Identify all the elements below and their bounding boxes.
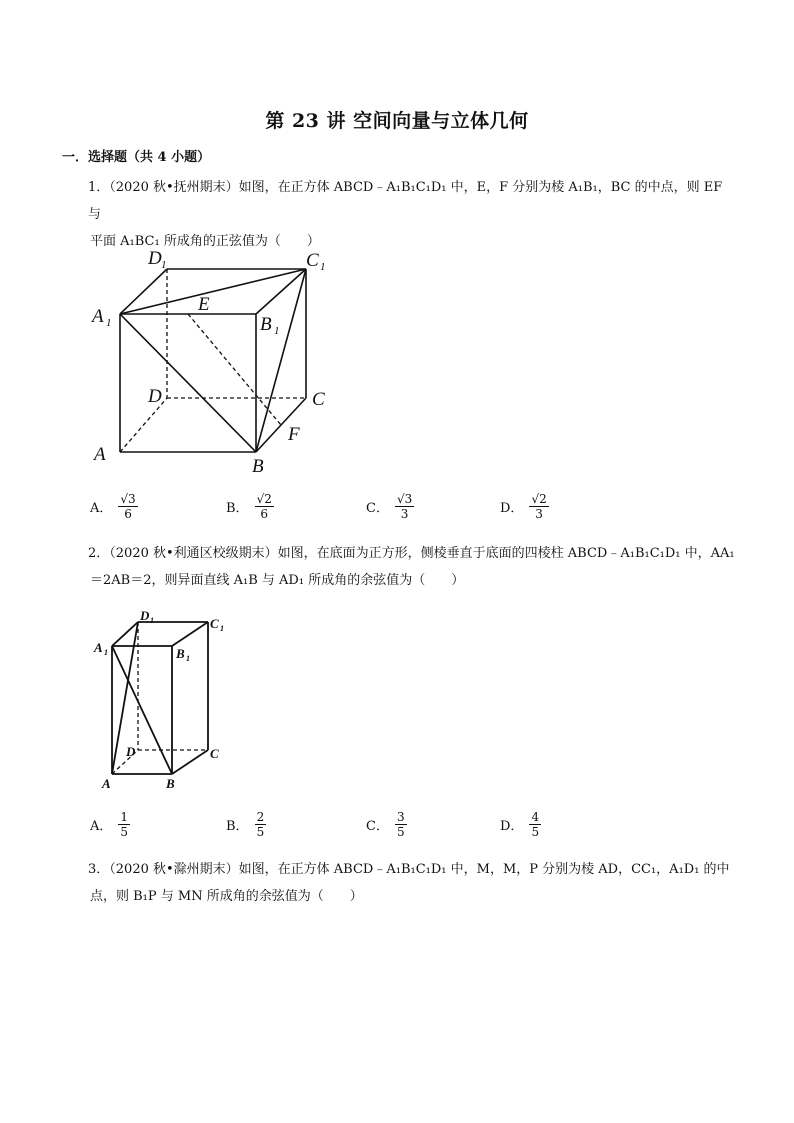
label-c: C <box>312 389 325 410</box>
label-a: A <box>102 776 111 791</box>
option-denominator: 5 <box>120 825 129 839</box>
question-2-line-2: ＝2AB＝2，则异面直线 A₁B 与 AD₁ 所成角的余弦值为（ ） <box>90 573 465 588</box>
option-denominator: 6 <box>124 507 132 521</box>
option-letter: C． <box>366 819 389 834</box>
q2-option-c[interactable] <box>366 810 407 839</box>
figure-prism-2 <box>90 608 240 802</box>
label-c1-sub: 1 <box>320 261 326 273</box>
label-c: C <box>210 746 219 761</box>
question-3 <box>88 856 738 910</box>
label-d1: D <box>148 248 162 269</box>
question-1-line-2: 平面 A₁BC₁ 所成角的正弦值为（ ） <box>90 234 320 249</box>
option-denominator: 6 <box>260 507 269 521</box>
question-2 <box>88 540 738 594</box>
label-c1-sub: 1 <box>220 624 224 633</box>
label-a1: A <box>92 306 104 327</box>
question-1-line-1: 1．（2020 秋•抚州期末）如图，在正方体 ABCD﹣A₁B₁C₁D₁ 中，E，F 分别为棱 A₁B₁，BC 的中点，则 EF 与 <box>88 180 723 222</box>
q2-option-d[interactable] <box>500 810 541 839</box>
option-numerator: √2 <box>256 492 272 506</box>
q2-option-b[interactable] <box>226 810 266 839</box>
label-b1: B <box>176 646 185 661</box>
label-d1: D <box>140 608 150 623</box>
page-title: 第 23 讲 空间向量与立体几何 <box>265 110 529 132</box>
option-letter: A． <box>90 501 113 516</box>
label-a1-sub: 1 <box>106 317 112 329</box>
label-a1-sub: 1 <box>104 648 108 657</box>
label-b: B <box>252 456 264 477</box>
option-denominator: 5 <box>256 825 265 839</box>
option-denominator: 5 <box>531 825 540 839</box>
question-3-line-1: 3．（2020 秋•滁州期末）如图，在正方体 ABCD﹣A₁B₁C₁D₁ 中，M，M，P 分别为棱 AD，CC₁，A₁D₁ 的中 <box>88 862 730 877</box>
edge-bc <box>172 750 208 774</box>
label-c1: C <box>306 250 319 271</box>
label-a1: A <box>94 640 103 655</box>
option-numerator: 1 <box>120 810 129 824</box>
option-numerator: √3 <box>396 492 413 506</box>
label-b1-sub: 1 <box>274 325 280 337</box>
option-letter: B． <box>226 819 249 834</box>
section-heading: 一．选择题（共 4 小题） <box>62 150 211 165</box>
segment-a1b <box>120 314 256 452</box>
option-numerator: √3 <box>120 492 136 506</box>
q1-option-a[interactable] <box>90 492 138 521</box>
label-d: D <box>148 386 162 407</box>
option-letter: D． <box>500 819 524 834</box>
option-letter: D． <box>500 501 524 516</box>
label-b1-sub: 1 <box>186 654 190 663</box>
label-b1: B <box>260 314 272 335</box>
option-numerator: √2 <box>531 492 547 506</box>
option-denominator: 5 <box>396 825 405 839</box>
label-e: E <box>198 294 210 315</box>
option-letter: A． <box>90 819 113 834</box>
label-d1-sub: 1 <box>150 616 154 625</box>
option-denominator: 3 <box>535 507 543 521</box>
label-b: B <box>166 776 175 791</box>
option-numerator: 2 <box>256 810 265 824</box>
edge-a1d1 <box>120 269 167 314</box>
segment-a1c1 <box>120 269 306 314</box>
label-a: A <box>94 444 106 465</box>
q1-option-d[interactable] <box>500 492 549 521</box>
question-2-line-1: 2．（2020 秋•利通区校级期末）如图，在底面为正方形，侧棱垂直于底面的四棱柱 ABCD﹣A₁B₁C₁D₁ 中，AA₁ <box>88 546 735 561</box>
option-numerator: 3 <box>396 810 405 824</box>
edge-b1c1 <box>172 622 208 646</box>
segment-a1b <box>112 646 172 774</box>
figure-cube-1 <box>88 240 348 484</box>
option-letter: B． <box>226 501 249 516</box>
q2-option-a[interactable] <box>90 810 130 839</box>
label-f: F <box>288 424 300 445</box>
q1-option-b[interactable] <box>226 492 274 521</box>
option-denominator: 3 <box>400 507 409 521</box>
label-c1: C <box>210 616 219 631</box>
question-3-line-2: 点，则 B₁P 与 MN 所成角的余弦值为（ ） <box>90 889 363 904</box>
q1-option-c[interactable] <box>366 492 414 521</box>
option-numerator: 4 <box>531 810 540 824</box>
label-d: D <box>126 744 136 759</box>
label-d1-sub: 1 <box>161 259 167 271</box>
option-letter: C． <box>366 501 389 516</box>
